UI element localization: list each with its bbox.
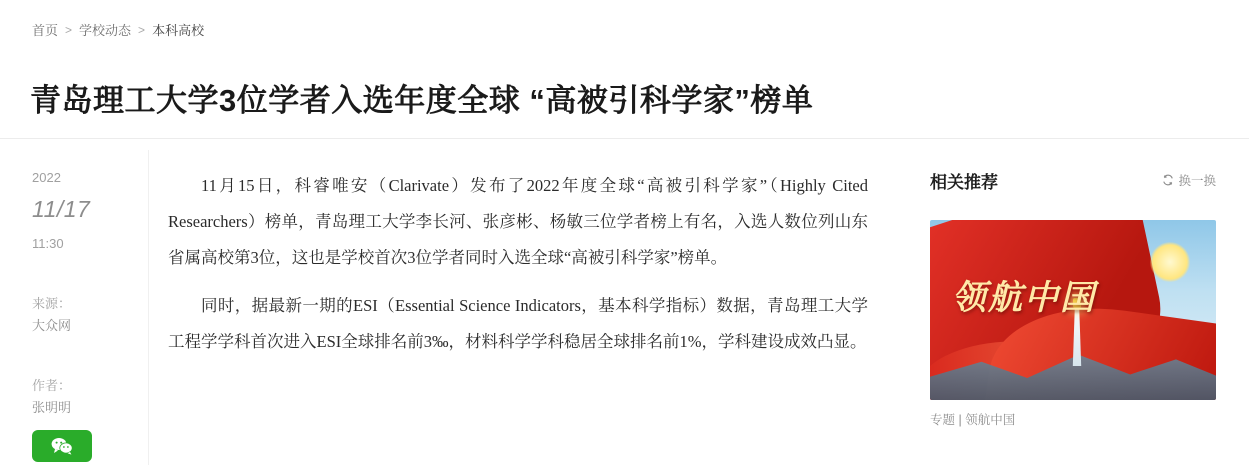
publish-time: 11:30 bbox=[32, 235, 64, 251]
list-item[interactable] bbox=[930, 220, 1216, 428]
author-value: 张明明 bbox=[32, 400, 72, 416]
author-label: 作者： bbox=[32, 378, 72, 394]
article-paragraph: 11月15日，科睿唯安（Clarivate）发布了2022年度全球“高被引科学家”（Highly Cited Researchers）榜单，青岛理工大学李长河、张彦彬、杨敏三位学者榜上有名，入选人数位列山东省属高校第3位，这也是学校首次3位学者同时入选全球“高被引科学家”榜单。 bbox=[168, 176, 868, 267]
publish-year: 2022 bbox=[32, 170, 61, 185]
thumbnail-headline: 领航中国 bbox=[952, 278, 1096, 318]
chevron-right-icon: > bbox=[138, 22, 146, 37]
article-body bbox=[168, 168, 868, 372]
sun-glow bbox=[1150, 242, 1190, 282]
card-caption: 专题 | 领航中国 bbox=[930, 413, 1016, 427]
breadcrumb-item-undergraduate[interactable]: 本科高校 bbox=[152, 23, 205, 38]
meta-divider bbox=[148, 150, 149, 465]
card-thumbnail[interactable] bbox=[930, 220, 1216, 400]
title-divider bbox=[0, 138, 1249, 139]
source-value: 大众网 bbox=[32, 318, 72, 334]
refresh-button[interactable] bbox=[1162, 171, 1216, 189]
article-meta bbox=[32, 168, 128, 418]
source-label: 来源： bbox=[32, 295, 72, 311]
author-block bbox=[32, 376, 128, 418]
related-recommendations bbox=[930, 168, 1216, 428]
breadcrumb-item-home[interactable]: 首页 bbox=[32, 23, 59, 38]
wechat-icon bbox=[51, 437, 73, 455]
article-paragraph: 同时，据最新一期的ESI（Essential Science Indicators，基本科学指标）数据，青岛理工大学工程学学科首次进入ESI全球排名前3‰，材料科学学科稳居全球排名前1%，学科建设成效凸显。 bbox=[168, 296, 868, 351]
page-title: 青岛理工大学3位学者入选年度全球 “高被引科学家”榜单 bbox=[30, 82, 814, 118]
rail-header bbox=[930, 168, 1216, 192]
rail-title: 相关推荐 bbox=[930, 172, 998, 192]
publish-daymonth: 11/17 bbox=[32, 196, 91, 223]
chevron-right-icon: > bbox=[65, 22, 73, 37]
breadcrumb-item-school-news[interactable]: 学校动态 bbox=[79, 23, 132, 38]
share-wechat-button[interactable] bbox=[32, 430, 92, 462]
refresh-icon bbox=[1162, 174, 1174, 186]
breadcrumb bbox=[32, 20, 204, 39]
refresh-label: 换一换 bbox=[1178, 174, 1216, 188]
source-block bbox=[32, 294, 128, 336]
